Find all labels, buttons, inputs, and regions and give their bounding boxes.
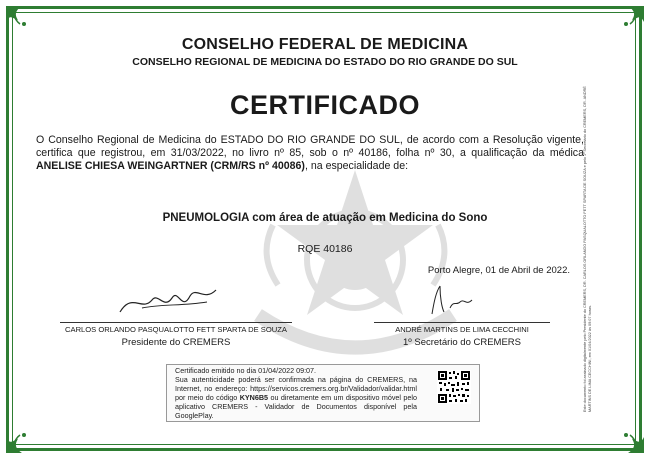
president-signature-icon (112, 282, 222, 318)
digital-signature-note: Este documento foi assinado digitalmente pelo Presidente do CREMERS, DR. CARLOS ORLANDO PASQUALOTTO FETT SPARTA DE SOUZA e pelo 1º Secretário do CREMERS, DR. ANDRÉ MARTINS DE LIMA CECCHINI, em 01/04/2022 às 09:07 horas. (583, 86, 592, 412)
doctor-name: ANELISE CHIESA WEINGARTNER (CRM/RS nº 40086) (36, 160, 305, 172)
secretary-role: 1º Secretário do CREMERS (402, 337, 522, 348)
president-role: Presidente do CREMERS (121, 337, 231, 348)
verification-app: ou diretamente em um dispositivo móvel pelo aplicativo CREMERS - Validador de Documentos disponível pela GooglePlay. (175, 393, 417, 420)
date-place: Porto Alegre, 01 de Abril de 2022. (427, 265, 570, 276)
regional-council-name: CONSELHO REGIONAL DE MEDICINA DO ESTADO DO RIO GRANDE DO SUL (132, 56, 518, 68)
verification-issued: Certificado emitido no dia 01/04/2022 09:07. (175, 366, 317, 375)
secretary-signature-line (374, 322, 550, 323)
president-signature-line (60, 322, 292, 323)
body-outro: , na especialidade de: (304, 160, 409, 172)
certificate-body (36, 134, 584, 173)
secretary-name: ANDRÉ MARTINS DE LIMA CECCHINI (395, 325, 529, 334)
verification-code: KYN6B5 (239, 393, 269, 402)
corner-ornament-icon (608, 417, 648, 457)
council-name: CONSELHO FEDERAL DE MEDICINA (181, 36, 469, 53)
body-intro: O Conselho Regional de Medicina do ESTADO DO RIO GRANDE DO SUL, de acordo com a Resolução vigente, certifica que registrou, em 31/03/2022, no livro nº 85, sob o nº 40186, folha nº 30, a qualificação da médica (36, 134, 584, 159)
president-name: CARLOS ORLANDO PASQUALOTTO FETT SPARTA DE SOUZA (65, 325, 287, 334)
specialty: PNEUMOLOGIA com área de atuação em Medicina do Sono (162, 212, 488, 224)
rqe-number: RQE 40186 (297, 243, 353, 255)
corner-ornament-icon (2, 417, 42, 457)
secretary-signature-icon (420, 282, 480, 318)
verification-text (175, 366, 417, 420)
certificate-title: CERTIFICADO (230, 90, 420, 120)
qr-code-icon[interactable] (437, 370, 471, 404)
verification-instructions: Sua autenticidade poderá ser confirmada na página do CREMERS, na Internet, no endereço: https://servicos.cremers.org.br/Validador/validar.html por meio do código (175, 375, 417, 402)
